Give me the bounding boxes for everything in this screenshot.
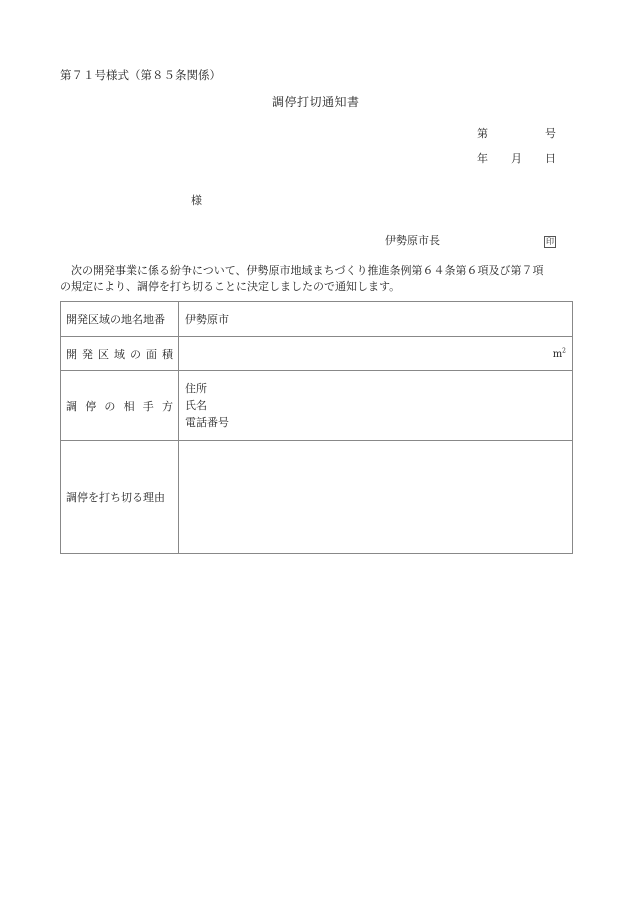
label-development-area: [61, 337, 179, 371]
notice-body-line-2: の規定により、調停を打ち切ることに決定しましたので通知します。: [60, 280, 401, 293]
table-row-development-location: [61, 302, 573, 337]
date-month-label: 月: [511, 152, 522, 165]
unit-base: m: [552, 349, 563, 360]
date-day-label: 日: [545, 152, 556, 165]
label-char: 手: [142, 399, 154, 413]
label-termination-reason: 調停を打ち切る理由: [61, 441, 179, 554]
addressee-honorific: 様: [191, 194, 202, 207]
document-number-suffix: 号: [545, 127, 556, 140]
unit-exponent: 2: [562, 347, 566, 355]
field-phone-label: 電話番号: [185, 416, 229, 429]
value-mediation-party[interactable]: [179, 371, 573, 441]
field-address-label: 住所: [185, 382, 207, 395]
date-year-label: 年: [477, 152, 488, 165]
value-development-location[interactable]: 伊勢原市: [179, 302, 573, 337]
form-number: 第７１号様式（第８５条関係）: [60, 68, 221, 82]
notice-body-line-1: 次の開発事業に係る紛争について、伊勢原市地域まちづくり推進条例第６４条第６項及び第７項: [71, 264, 544, 277]
label-char: の: [104, 399, 116, 413]
document-title: 調停打切通知書: [272, 95, 360, 109]
notice-body: [60, 263, 575, 295]
sender-name: 伊勢原市長: [385, 234, 440, 247]
document-number-prefix: 第: [477, 127, 488, 140]
table-row-development-area: [61, 337, 573, 371]
label-char: 発: [82, 347, 93, 361]
value-termination-reason[interactable]: [179, 441, 573, 554]
notice-form-table: [60, 301, 573, 554]
label-char: 方: [161, 399, 173, 413]
table-row-termination-reason: [61, 441, 573, 554]
label-char: 区: [98, 347, 109, 361]
label-char: 面: [146, 347, 157, 361]
label-development-location: 開発区域の地名地番: [61, 302, 179, 337]
label-char: 調: [66, 399, 77, 413]
field-name-label: 氏名: [185, 399, 207, 412]
label-char: 積: [162, 347, 173, 361]
label-char: 相: [123, 399, 135, 413]
square-meter-unit: [553, 349, 566, 360]
label-char: の: [130, 347, 141, 361]
seal-label: 印: [546, 237, 554, 246]
label-char: 停: [85, 399, 97, 413]
label-char: 域: [114, 347, 125, 361]
table-row-mediation-party: [61, 371, 573, 441]
label-char: 開: [66, 347, 77, 361]
label-mediation-party: [61, 371, 179, 441]
value-development-area[interactable]: [179, 337, 573, 371]
seal-icon: [544, 234, 556, 248]
